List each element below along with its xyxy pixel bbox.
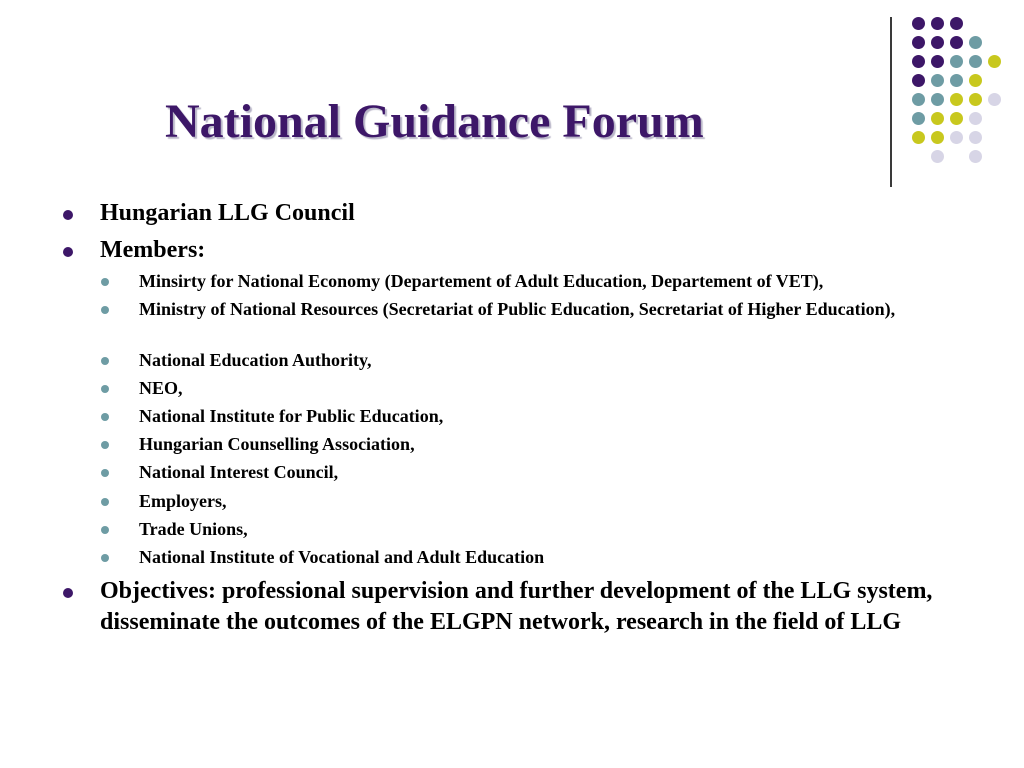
decor-dot [969, 112, 982, 125]
sub-bullet-dot-icon [101, 385, 109, 393]
bullet-dot-icon [63, 210, 73, 220]
sub-bullet-item [139, 270, 969, 293]
bullet-item-objectives [100, 576, 950, 638]
sub-bullet-text: National Institute of Vocational and Adult Education [139, 547, 545, 567]
sub-bullet-item [139, 490, 969, 513]
bullet-item [100, 235, 930, 265]
sub-bullet-text: Hungarian Counselling Association, [139, 434, 415, 454]
decor-dot [950, 112, 963, 125]
decor-dot [969, 36, 982, 49]
decor-dot [931, 150, 944, 163]
decor-dot [988, 55, 1001, 68]
sub-bullet-dot-icon [101, 469, 109, 477]
bullet-text: Objectives: professional supervision and further development of the LLG system, disseminate the outcomes of the ELGPN network, research in the field of LLG [100, 578, 933, 635]
divider-line [890, 17, 892, 187]
decor-dot [988, 93, 1001, 106]
sub-bullet-item [139, 433, 969, 456]
sub-bullet-dot-icon [101, 526, 109, 534]
decor-dot [950, 17, 963, 30]
bullet-item [100, 198, 930, 228]
decor-dot [969, 93, 982, 106]
decor-dot [912, 93, 925, 106]
decor-dot [912, 36, 925, 49]
decor-dot [931, 36, 944, 49]
decor-dot [969, 55, 982, 68]
sub-bullet-item [139, 377, 969, 400]
decor-dot [950, 93, 963, 106]
bullet-dot-icon [63, 247, 73, 257]
bullet-text: Hungarian LLG Council [100, 200, 355, 226]
decor-dot [969, 131, 982, 144]
decor-dot [950, 36, 963, 49]
decor-dot [931, 93, 944, 106]
sub-bullet-text: NEO, [139, 378, 183, 398]
decor-dot [931, 131, 944, 144]
sub-bullet-dot-icon [101, 554, 109, 562]
sub-bullet-item [139, 349, 969, 372]
slide-title: National Guidance Forum [165, 95, 704, 148]
sub-bullet-dot-icon [101, 357, 109, 365]
sub-bullet-text: National Interest Council, [139, 462, 339, 482]
decor-dot [912, 131, 925, 144]
decor-dot [931, 112, 944, 125]
decor-dot [931, 74, 944, 87]
sub-bullet-item [139, 405, 969, 428]
decor-dot [912, 55, 925, 68]
decor-dot [912, 112, 925, 125]
sub-bullet-text: National Education Authority, [139, 350, 372, 370]
decor-dot [950, 55, 963, 68]
sub-bullet-text: Trade Unions, [139, 519, 248, 539]
sub-bullet-dot-icon [101, 441, 109, 449]
sub-bullet-dot-icon [101, 413, 109, 421]
bullet-text: Members: [100, 237, 206, 263]
sub-bullet-item [139, 518, 969, 541]
decor-dot [912, 17, 925, 30]
bullet-dot-icon [63, 588, 73, 598]
sub-bullet-dot-icon [101, 278, 109, 286]
decor-dot [931, 55, 944, 68]
decor-dot [912, 74, 925, 87]
sub-bullet-dot-icon [101, 306, 109, 314]
sub-bullet-text: Employers, [139, 491, 227, 511]
decor-dot [969, 150, 982, 163]
sub-bullet-text: Ministry of National Resources (Secretariat of Public Education, Secretariat of Higher Education), [139, 299, 896, 319]
sub-bullet-item [139, 546, 969, 569]
decor-dot [969, 74, 982, 87]
sub-bullet-item [139, 461, 969, 484]
decor-dot [950, 74, 963, 87]
sub-bullet-item [139, 298, 969, 321]
sub-bullet-text: National Institute for Public Education, [139, 406, 444, 426]
decor-dot [950, 131, 963, 144]
decor-dot [931, 17, 944, 30]
sub-bullet-text: Minsirty for National Economy (Departement of Adult Education, Departement of VET), [139, 271, 824, 291]
sub-bullet-dot-icon [101, 498, 109, 506]
